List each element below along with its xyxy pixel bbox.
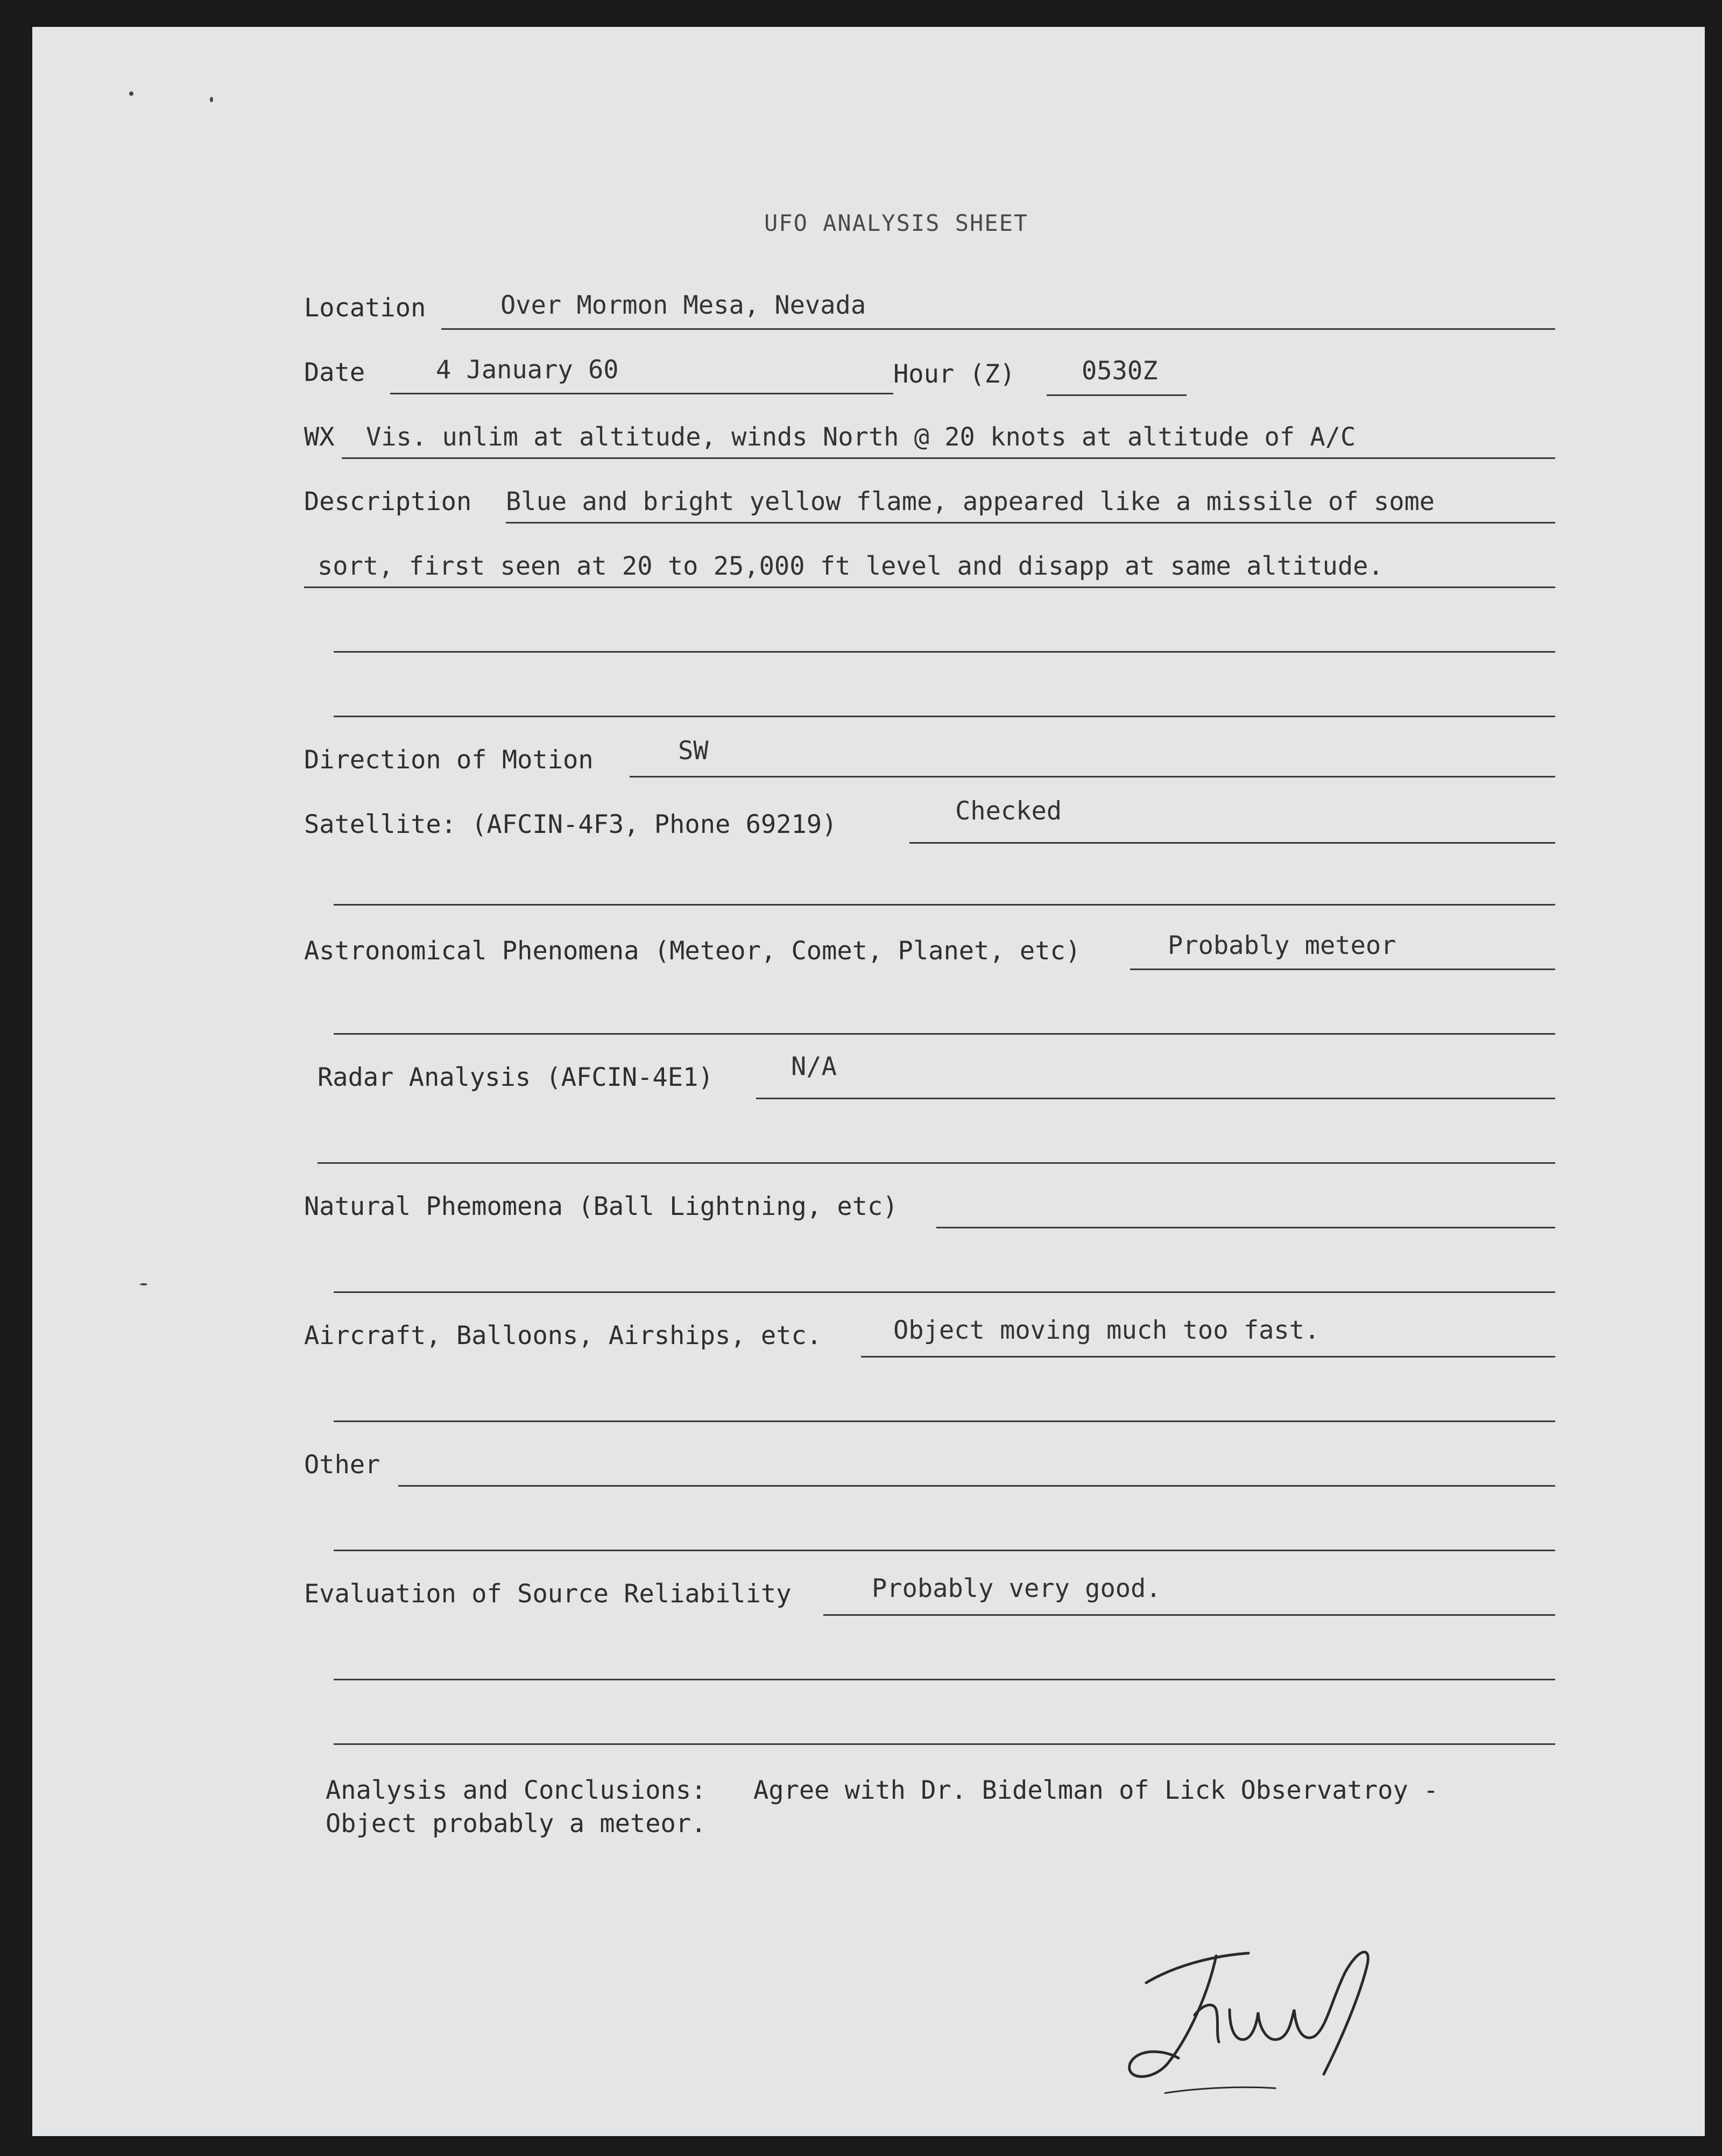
date-underline [390,393,893,394]
wx-underline [342,457,1555,459]
date-value: 4 January 60 [436,355,619,385]
satellite-underline [909,842,1555,844]
natural-blank-line [334,1291,1555,1293]
astronomical-label: Astronomical Phenomena (Meteor, Comet, Planet, etc) [304,936,1081,966]
description-line-1: Blue and bright yellow flame, appeared like a missile of some [506,487,1435,517]
astronomical-blank-line [334,1033,1555,1035]
direction-value: SW [678,736,709,766]
astronomical-underline [1130,969,1555,970]
date-label: Date [304,358,365,387]
reliability-underline [823,1614,1555,1616]
reliability-label: Evaluation of Source Reliability [304,1579,792,1609]
description-label: Description [304,487,472,517]
analysis-label: Analysis and Conclusions: [326,1776,707,1805]
analysis-sheet [32,27,1705,2136]
other-label: Other [304,1450,380,1480]
radar-label: Radar Analysis (AFCIN-4E1) [317,1063,714,1092]
natural-underline [936,1227,1555,1228]
analysis-line-2: Object probably a meteor. [326,1809,707,1839]
hour-label: Hour (Z) [893,359,1015,389]
description-blank-line-3 [334,651,1555,653]
hour-value: 0530Z [1082,356,1158,386]
hour-underline [1047,394,1187,396]
location-value: Over Mormon Mesa, Nevada [500,291,866,320]
description-underline-2 [304,586,1555,588]
location-underline [441,328,1555,330]
sheet-title: UFO ANALYSIS SHEET [764,210,1029,236]
radar-value: N/A [791,1052,837,1081]
reliability-blank-line-2 [334,1743,1555,1745]
description-blank-line-4 [334,716,1555,717]
analysis-line-1: Agree with Dr. Bidelman of Lick Observatroy - [753,1776,1439,1805]
satellite-value: Checked [955,796,1062,826]
direction-underline [630,776,1555,777]
direction-label: Direction of Motion [304,745,594,775]
satellite-label: Satellite: (AFCIN-4F3, Phone 69219) [304,810,837,839]
scan-speck [129,91,133,96]
reliability-blank-line-1 [334,1679,1555,1680]
description-underline-1 [506,522,1555,524]
handwritten-signature [1114,1934,1394,2101]
natural-label: Natural Phemomena (Ball Lightning, etc) [304,1192,898,1221]
astronomical-value: Probably meteor [1168,931,1396,960]
aircraft-value: Object moving much too fast. [893,1316,1320,1345]
aircraft-label: Aircraft, Balloons, Airships, etc. [304,1321,822,1351]
wx-value: Vis. unlim at altitude, winds North @ 20 knots at altitude of A/C [366,422,1356,452]
other-blank-line [334,1550,1555,1551]
location-label: Location [304,293,426,323]
scan-speck [140,1283,147,1285]
radar-blank-line [317,1162,1555,1164]
satellite-blank-line [334,904,1555,906]
radar-underline [756,1098,1555,1099]
reliability-value: Probably very good. [872,1574,1161,1603]
other-underline [398,1485,1555,1487]
description-line-2: sort, first seen at 20 to 25,000 ft level and disapp at same altitude. [317,552,1384,581]
aircraft-blank-line [334,1420,1555,1422]
scan-speck [210,97,213,102]
wx-label: WX [304,422,335,452]
aircraft-underline [861,1356,1555,1358]
